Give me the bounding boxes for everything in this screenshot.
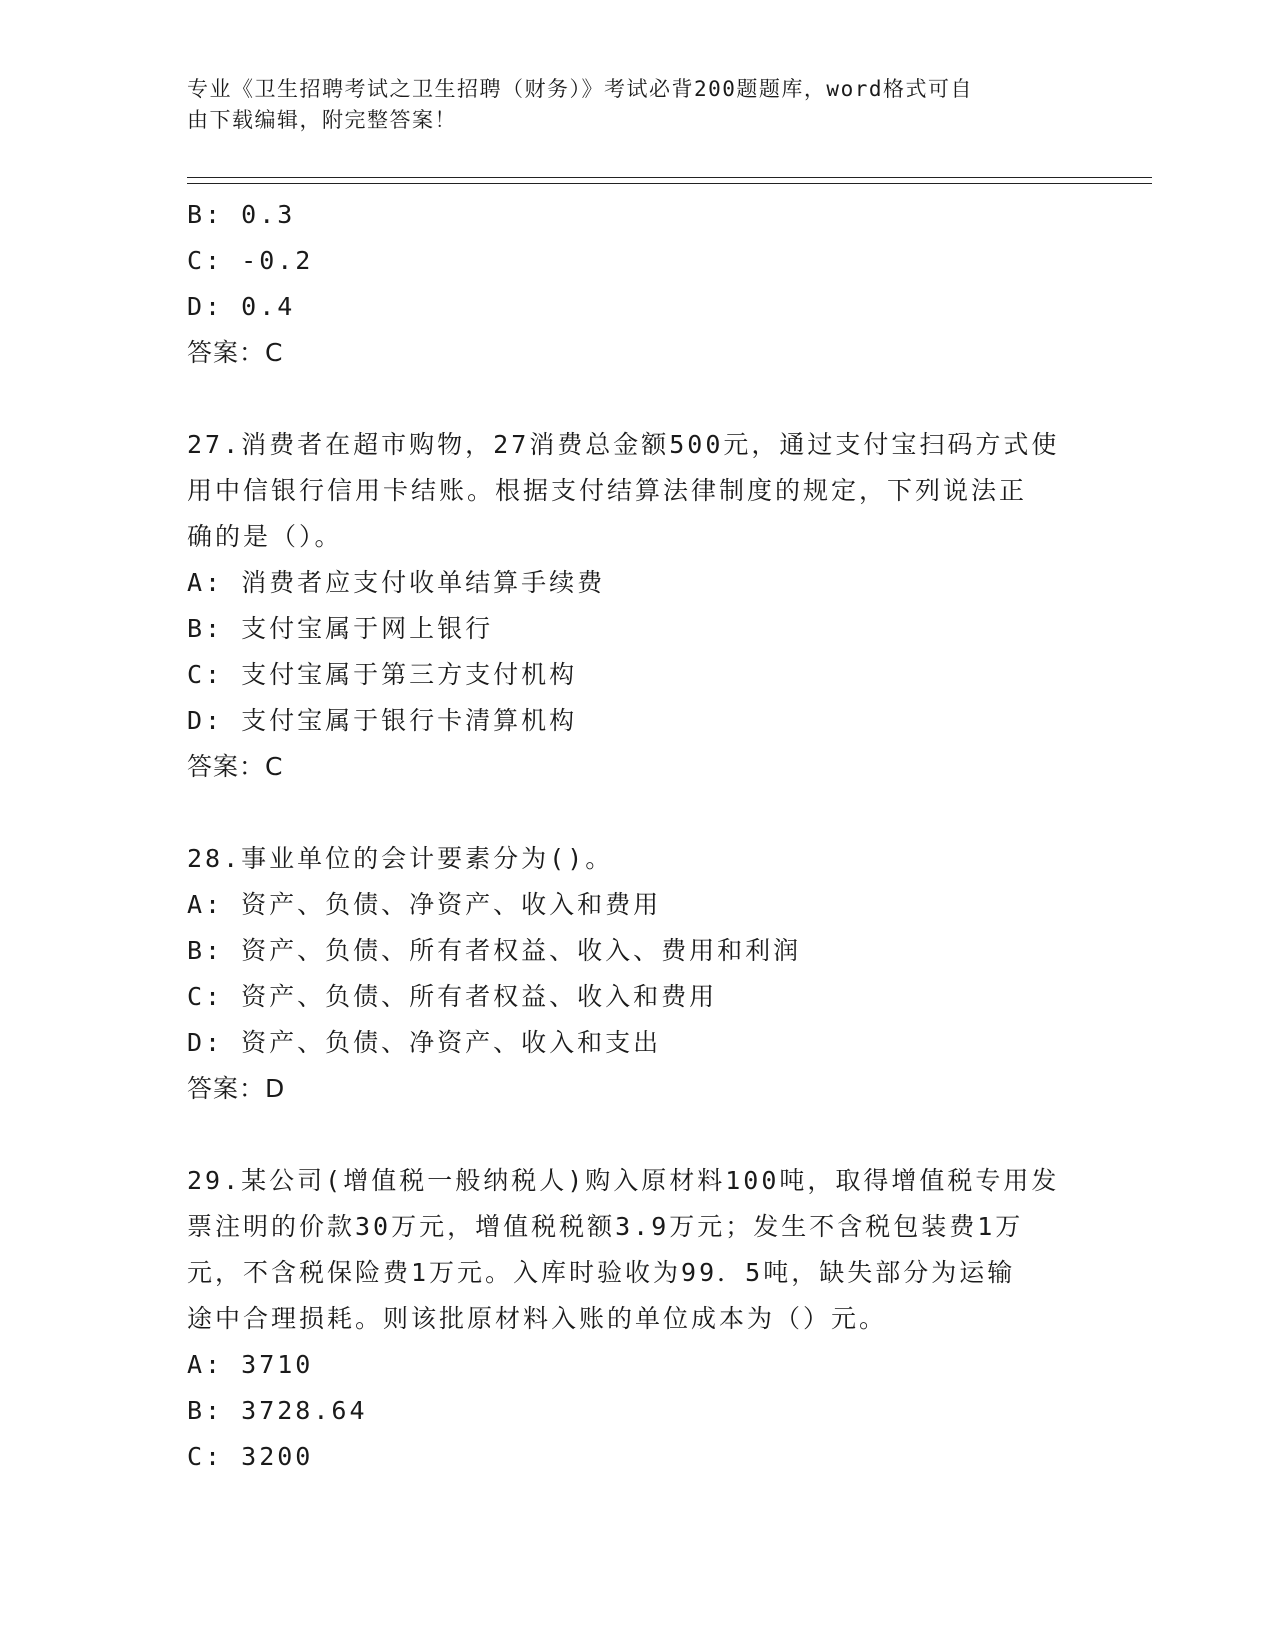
option-c: C: -0.2 xyxy=(187,246,314,275)
option-d: D: 资产、负债、净资产、收入和支出 xyxy=(187,1028,662,1057)
answer-line: 答案：C xyxy=(187,752,284,781)
option-b: B: 资产、负债、所有者权益、收入、费用和利润 xyxy=(187,936,802,965)
option-d: D: 0.4 xyxy=(187,292,296,321)
question-28-block xyxy=(187,836,1087,1112)
question-27-text-1: 27.消费者在超市购物，27消费总金额500元，通过支付宝扫码方式使 xyxy=(187,430,1060,459)
option-a: A: 资产、负债、净资产、收入和费用 xyxy=(187,890,662,919)
option-b: B: 0.3 xyxy=(187,200,296,229)
option-d: D: 支付宝属于银行卡清算机构 xyxy=(187,706,578,735)
option-a: A: 消费者应支付收单结算手续费 xyxy=(187,568,606,597)
question-29-block xyxy=(187,1158,1087,1480)
question-27-block xyxy=(187,422,1087,790)
option-b: B: 支付宝属于网上银行 xyxy=(187,614,494,643)
header-rule-bottom xyxy=(187,183,1152,184)
question-27-text-3: 确的是（）。 xyxy=(187,522,343,551)
document-body xyxy=(187,192,1087,1480)
document-header xyxy=(187,74,1067,136)
option-c: C: 资产、负债、所有者权益、收入和费用 xyxy=(187,982,718,1011)
prev-question-block xyxy=(187,192,1087,376)
header-line-2: 由下载编辑，附完整答案！ xyxy=(187,108,457,132)
answer-line: 答案：D xyxy=(187,1074,286,1103)
question-29-text-1: 29.某公司(增值税一般纳税人)购入原材料100吨，取得增值税专用发 xyxy=(187,1166,1060,1195)
question-29-text-2: 票注明的价款30万元，增值税税额3.9万元；发生不含税包装费1万 xyxy=(187,1212,1024,1241)
option-c: C: 支付宝属于第三方支付机构 xyxy=(187,660,578,689)
header-line-1: 专业《卫生招聘考试之卫生招聘（财务）》考试必背200题题库，word格式可自 xyxy=(187,77,973,101)
question-28-text: 28.事业单位的会计要素分为()。 xyxy=(187,844,614,873)
option-a: A: 3710 xyxy=(187,1350,314,1379)
question-29-text-4: 途中合理损耗。则该批原材料入账的单位成本为（）元。 xyxy=(187,1304,888,1333)
spacer xyxy=(187,790,1087,836)
question-27-text-2: 用中信银行信用卡结账。根据支付结算法律制度的规定，下列说法正 xyxy=(187,476,1028,505)
question-29-text-3: 元，不含税保险费1万元。入库时验收为99．5吨，缺失部分为运输 xyxy=(187,1258,1016,1287)
answer-line: 答案：C xyxy=(187,338,284,367)
header-rule-top xyxy=(187,177,1152,178)
option-c: C: 3200 xyxy=(187,1442,314,1471)
option-b: B: 3728.64 xyxy=(187,1396,368,1425)
spacer xyxy=(187,1112,1087,1158)
spacer xyxy=(187,376,1087,422)
